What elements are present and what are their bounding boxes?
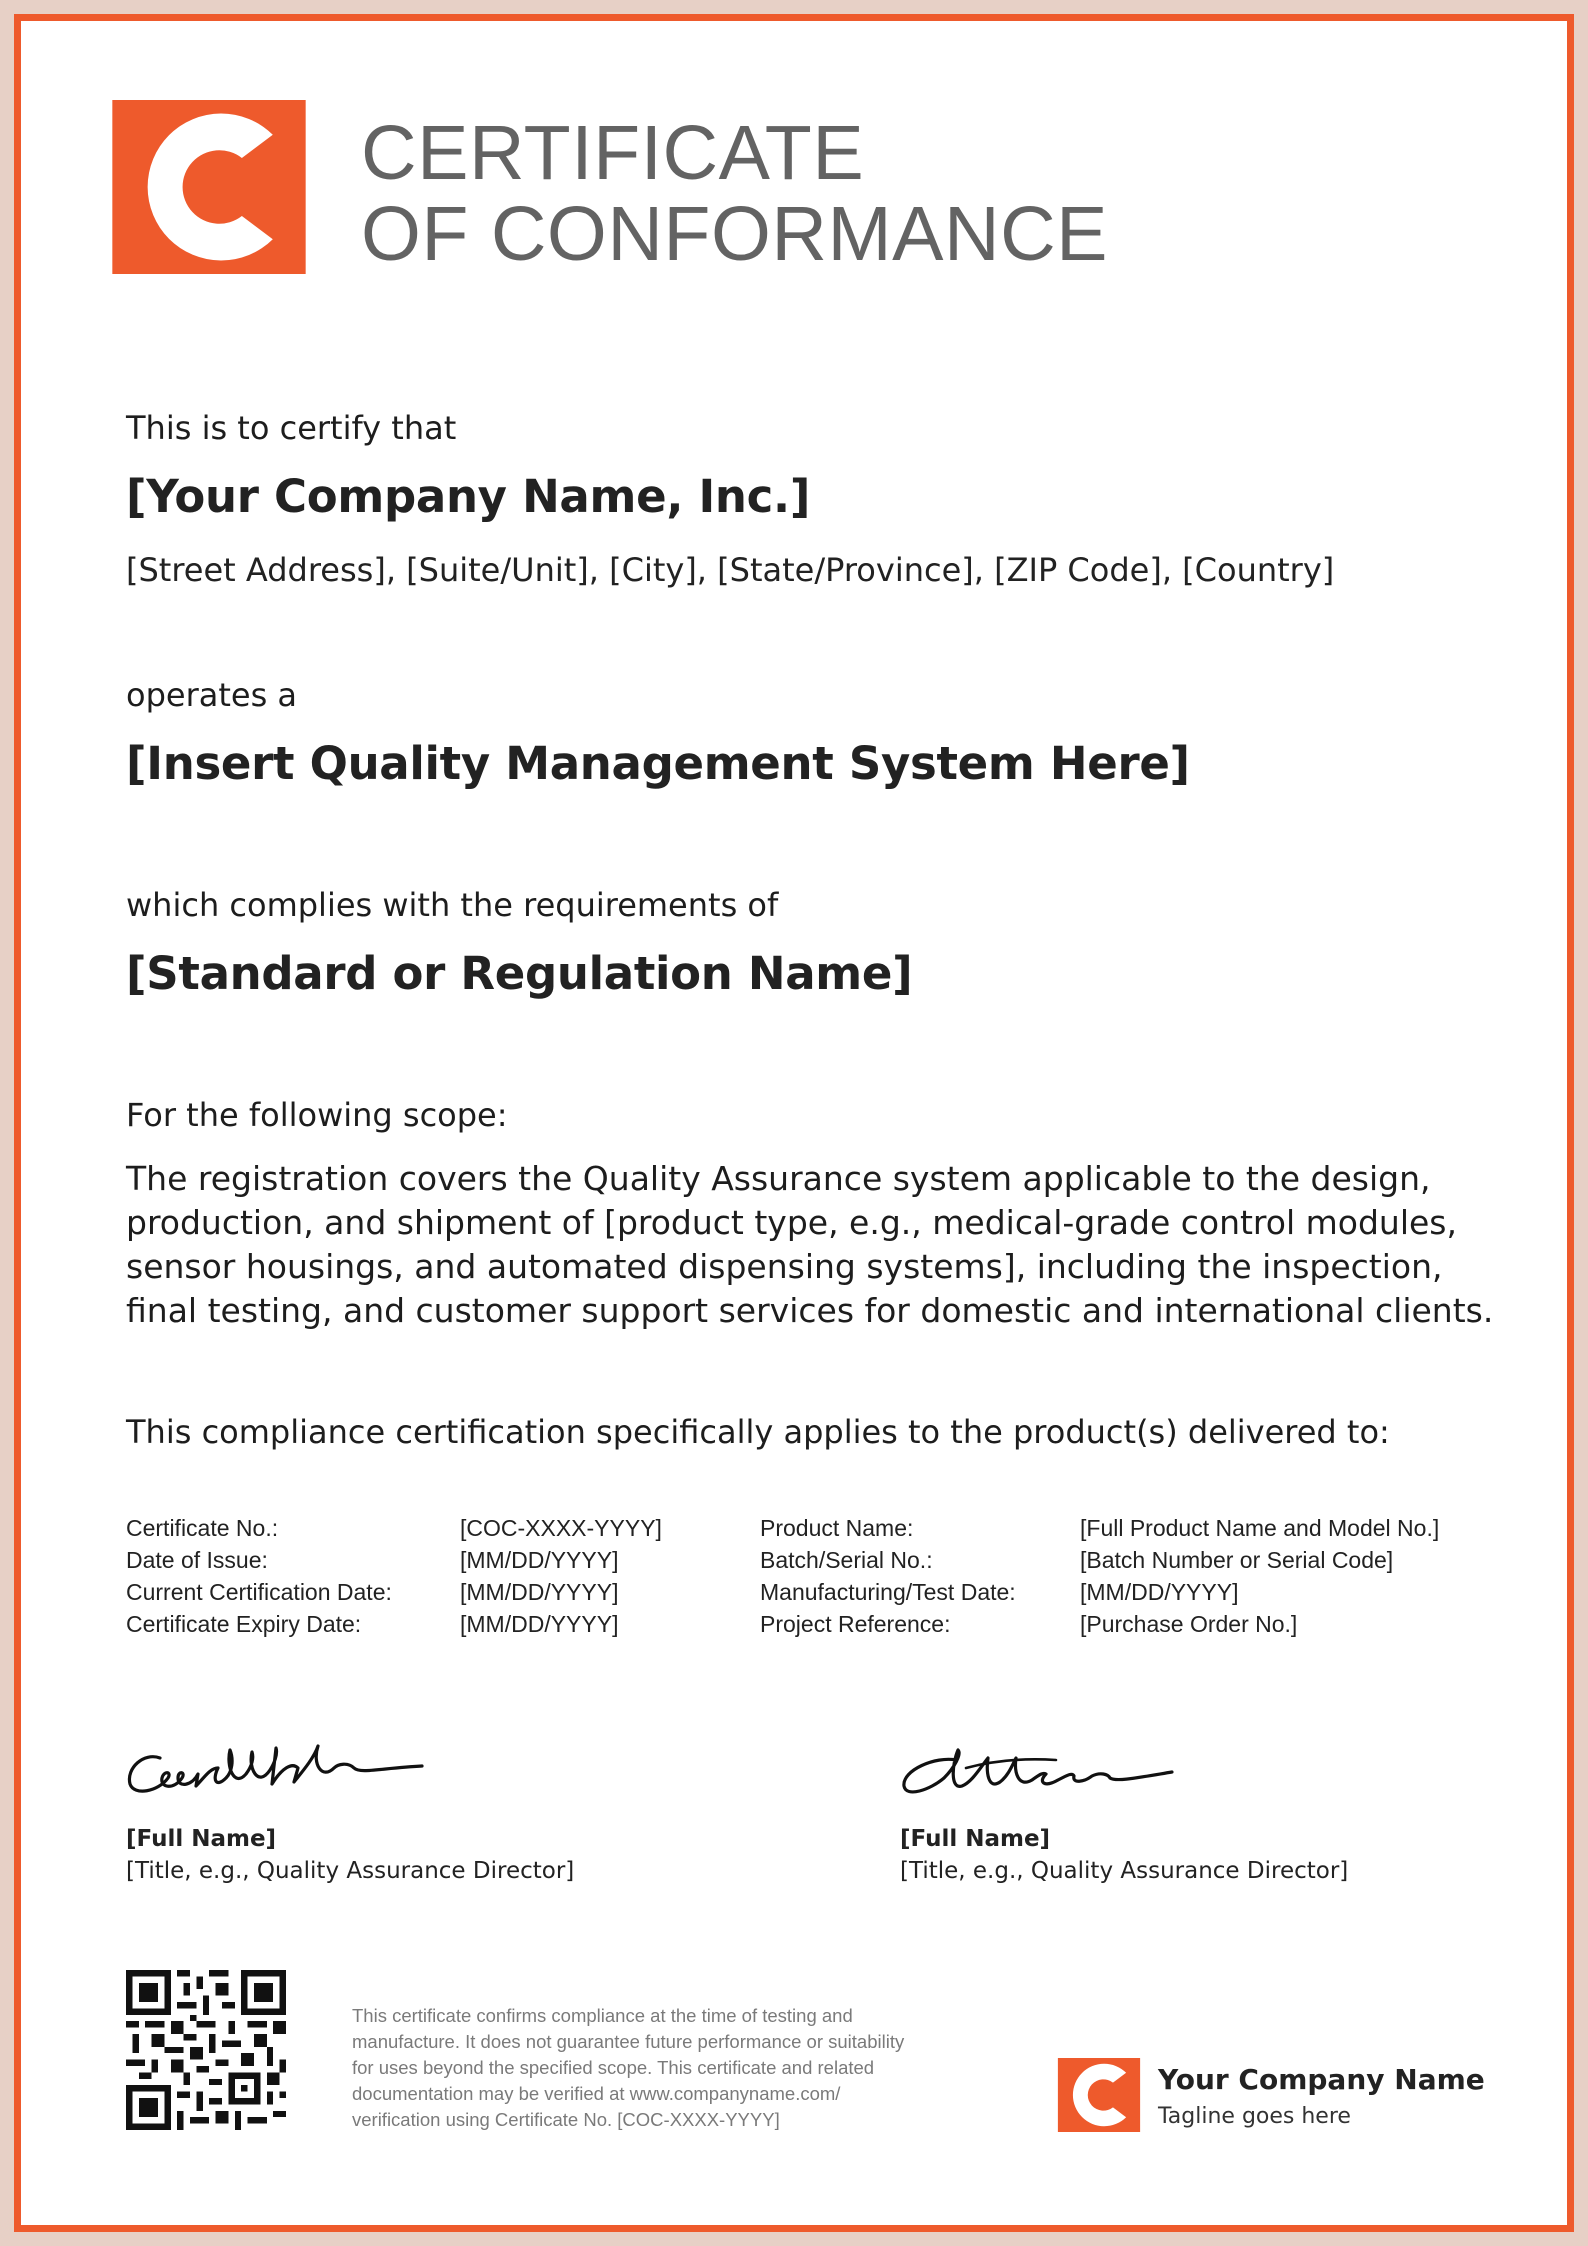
scope-label: For the following scope:: [126, 1096, 508, 1134]
company-name: [Your Company Name, Inc.]: [126, 470, 811, 523]
disclaimer-line: documentation may be verified at www.companyname.com/: [352, 2083, 841, 2104]
scope-line: The registration covers the Quality Assurance system applicable to the design,: [126, 1159, 1431, 1198]
right-values: [1080, 1512, 1439, 1640]
disclaimer-line: This certificate confirms compliance at the time of testing and: [352, 2005, 853, 2026]
management-system: [Insert Quality Management System Here]: [126, 737, 1190, 790]
signature-2: [896, 1738, 1176, 1810]
complies-label: which complies with the requirements of: [126, 886, 779, 924]
detail-label: Product Name:: [760, 1515, 914, 1541]
certify-intro: This is to certify that: [126, 409, 457, 447]
detail-value: [MM/DD/YYYY]: [460, 1547, 619, 1573]
detail-label: Project Reference:: [760, 1611, 951, 1637]
standard-name: [Standard or Regulation Name]: [126, 947, 913, 1000]
company-logo-icon: [112, 100, 306, 274]
disclaimer-text: [352, 2003, 992, 2133]
scope-line: production, and shipment of [product type, e.g., medical-grade control modules,: [126, 1203, 1457, 1242]
signature-1: [122, 1738, 428, 1810]
footer-company-name: Your Company Name: [1158, 2063, 1485, 2096]
applies-statement: This compliance certification specifically applies to the product(s) delivered to:: [126, 1413, 1390, 1451]
disclaimer-line: manufacture. It does not guarantee future performance or suitability: [352, 2031, 905, 2052]
disclaimer-line: verification using Certificate No. [COC-XXXX-YYYY]: [352, 2109, 780, 2130]
detail-value: [MM/DD/YYYY]: [460, 1579, 619, 1605]
detail-value: [MM/DD/YYYY]: [1080, 1579, 1239, 1605]
title-line-2: OF CONFORMANCE: [361, 191, 1109, 277]
detail-label: Batch/Serial No.:: [760, 1547, 933, 1573]
footer-tagline: Tagline goes here: [1158, 2104, 1351, 2129]
signatory-2-title: [Title, e.g., Quality Assurance Director]: [900, 1858, 1349, 1884]
signatory-2-name: [Full Name]: [900, 1826, 1051, 1852]
left-values: [460, 1512, 662, 1640]
detail-label: Certificate No.:: [126, 1515, 279, 1541]
scope-text: [126, 1157, 1526, 1333]
detail-label: Certificate Expiry Date:: [126, 1611, 362, 1637]
qr-code-icon: [126, 1970, 286, 2130]
signatory-1-title: [Title, e.g., Quality Assurance Director]: [126, 1858, 575, 1884]
detail-value: [COC-XXXX-YYYY]: [460, 1515, 662, 1541]
detail-value: [Batch Number or Serial Code]: [1080, 1547, 1394, 1573]
company-address: [Street Address], [Suite/Unit], [City], [State/Province], [ZIP Code], [Country]: [126, 551, 1335, 589]
detail-value: [Full Product Name and Model No.]: [1080, 1515, 1440, 1541]
detail-value: [Purchase Order No.]: [1080, 1611, 1298, 1637]
detail-label: Date of Issue:: [126, 1547, 268, 1573]
title-line-1: CERTIFICATE: [361, 110, 865, 196]
detail-label: Current Certification Date:: [126, 1579, 392, 1605]
certificate-title: [361, 110, 1109, 277]
scope-line: final testing, and customer support services for domestic and international clients.: [126, 1291, 1494, 1330]
operates-label: operates a: [126, 676, 298, 714]
scope-line: sensor housings, and automated dispensing systems], including the inspection,: [126, 1247, 1443, 1286]
right-labels: [760, 1512, 1016, 1640]
signatory-1-name: [Full Name]: [126, 1826, 277, 1852]
disclaimer-line: for uses beyond the specified scope. This certificate and related: [352, 2057, 875, 2078]
detail-label: Manufacturing/Test Date:: [760, 1579, 1016, 1605]
company-logo-small-icon: [1057, 2058, 1141, 2132]
detail-value: [MM/DD/YYYY]: [460, 1611, 619, 1637]
left-labels: [126, 1512, 392, 1640]
